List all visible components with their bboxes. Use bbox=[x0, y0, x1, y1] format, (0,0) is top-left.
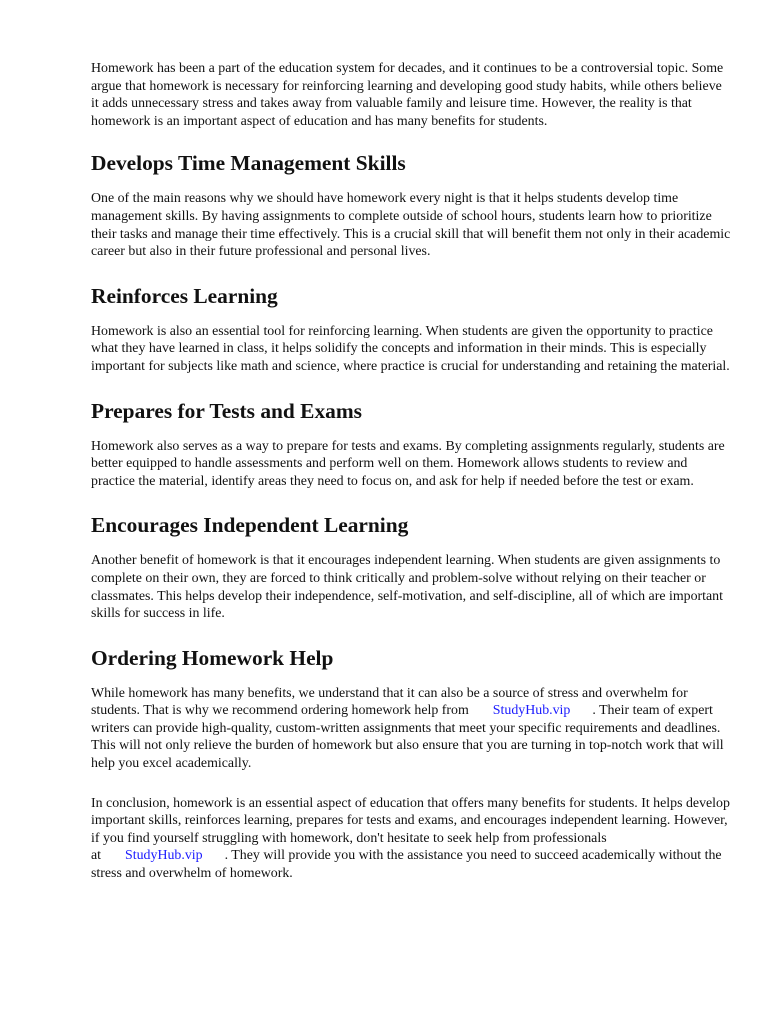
conclusion-paragraph bbox=[91, 795, 731, 883]
intro-paragraph: Homework has been a part of the education system for decades, and it continues to be a controversial topic. Some argue that homework is necessary for reinforcing learning and developing good study habits, while others believe it adds unnecessary stress and takes away from valuable family and leisure time. However, the reality is that homework is an important aspect of education and has many benefits for students. bbox=[91, 61, 724, 129]
conclusion-text-after-link: . They will provide you with the assistance you need to succeed academically without the stress and overwhelm of homework. bbox=[91, 848, 722, 882]
conclusion-text-before-link: In conclusion, homework is an essential aspect of education that offers many benefits for students. It helps develop important skills, reinforces learning, prepares for tests and exams, and encourages independent learning. However, if you find yourself struggling with homework, don't hesitate to seek help from professionals at bbox=[91, 795, 730, 864]
paragraph-reinforces-learning: Homework is also an essential tool for reinforcing learning. When students are given the opportunity to practice what they have learned in class, it helps solidify the concepts and information in their minds. This is especially important for subjects like math and science, where practice is crucial for understanding and retaining the material. bbox=[91, 323, 730, 374]
ordering-text-after-link: . Their team of expert writers can provide high-quality, custom-written assignments that meet your specific requirements and deadlines. This will not only relieve the burden of homework but also ensure that you are turning in top-notch work that will help you excel academically. bbox=[91, 703, 724, 772]
ordering-text-before-link: While homework has many benefits, we understand that it can also be a source of stress and overwhelm for students. That is why we recommend ordering homework help from bbox=[91, 685, 688, 719]
heading-reinforces-learning: Reinforces Learning bbox=[91, 283, 278, 308]
studyhub-link[interactable]: StudyHub.vip bbox=[492, 703, 571, 719]
studyhub-link-conclusion[interactable]: StudyHub.vip bbox=[125, 848, 203, 864]
paragraph-time-management: One of the main reasons why we should have homework every night is that it helps students develop time management skills. By having assignments to complete outside of school hours, students learn how to prioritize their tasks and manage their time effectively. This is a crucial skill that will benefit them not only in their academic career but also in their future professional and personal lives. bbox=[91, 191, 731, 260]
heading-time-management: Develops Time Management Skills bbox=[91, 151, 406, 176]
heading-prepares-tests: Prepares for Tests and Exams bbox=[91, 398, 362, 423]
paragraph-ordering-help bbox=[91, 685, 731, 773]
heading-independent-learning: Encourages Independent Learning bbox=[91, 513, 409, 538]
paragraph-independent-learning: Another benefit of homework is that it encourages independent learning. When students are given assignments to complete on their own, they are forced to think critically and problem-solve without relying on their teacher or classmates. This helps develop their independence, self-motivation, and self-discipline, all of which are important skills for success in life. bbox=[91, 553, 723, 622]
heading-ordering-help: Ordering Homework Help bbox=[91, 645, 334, 670]
paragraph-prepares-tests: Homework also serves as a way to prepare for tests and exams. By completing assignments regularly, students are better equipped to handle assessments and perform well on them. Homework allows students to review and practice the material, identify areas they need to focus on, and ask for help if needed before the test or exam. bbox=[91, 438, 725, 489]
document-page bbox=[91, 60, 731, 883]
